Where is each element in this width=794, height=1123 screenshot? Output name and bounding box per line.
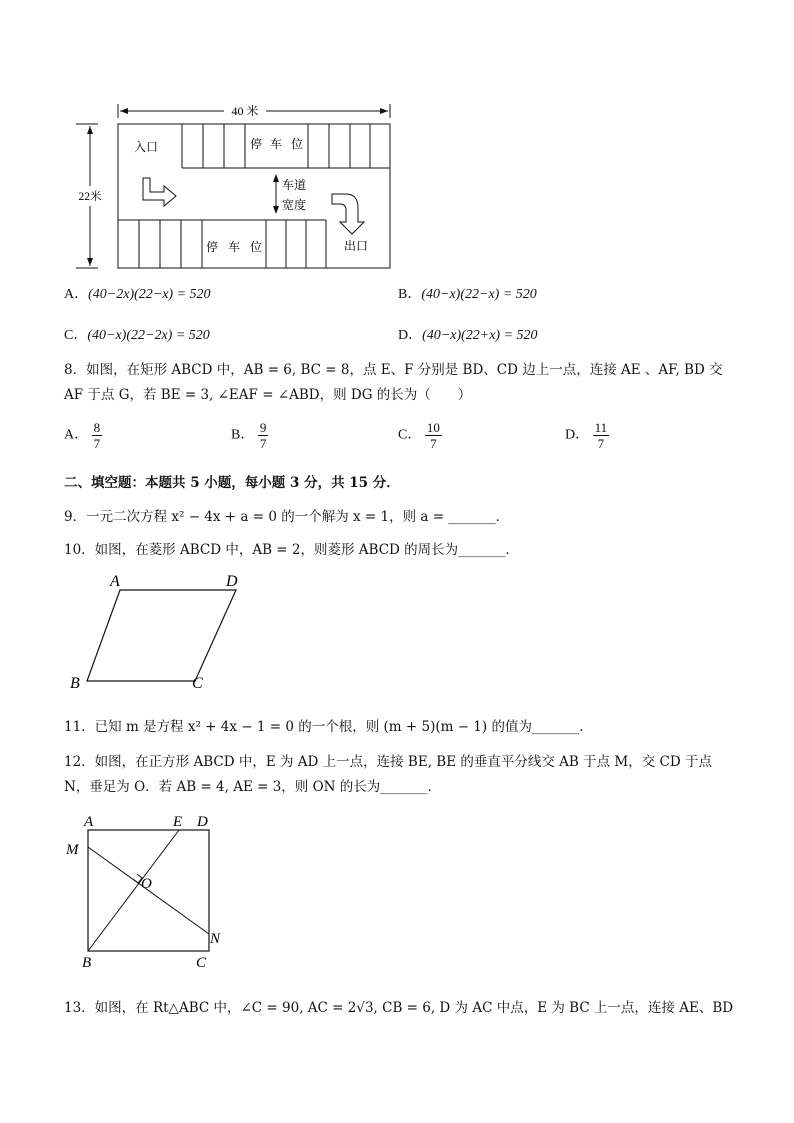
q7-option-d: D．(40−x)(22+x) = 520 bbox=[398, 328, 538, 343]
q8-text-line2: AF 于点 G，若 BE = 3, ∠EAF = ∠ABD，则 DG 的长为（ ） bbox=[64, 387, 472, 403]
road-label-1: 车道 bbox=[282, 178, 307, 192]
q8-text-line1: 8．如图，在矩形 ABCD 中，AB = 6, BC = 8，点 E、F 分别是 BD、CD 边上一点，连接 AE 、AF, BD 交 bbox=[64, 362, 723, 378]
exit-label: 出口 bbox=[344, 239, 369, 253]
q12-text-line1: 12．如图，在正方形 ABCD 中，E 为 AD 上一点，连接 BE, BE 的垂直平分线交 AB 于点 M，交 CD 于点 bbox=[64, 754, 712, 770]
spot-bottom-1: 停 bbox=[205, 240, 219, 254]
square-label-m: M bbox=[66, 842, 79, 858]
q8-option-b: B． $\frac{9}{7}$ bbox=[231, 420, 267, 451]
square-label-d: D bbox=[197, 814, 208, 830]
spot-top-2: 车 bbox=[269, 137, 283, 151]
q10-text: 10．如图，在菱形 ABCD 中，AB = 2，则菱形 ABCD 的周长为_______． bbox=[64, 542, 519, 558]
spot-bottom-3: 位 bbox=[249, 240, 263, 254]
square-label-e: E bbox=[173, 814, 183, 830]
q7-option-c: C．(40−x)(22−2x) = 520 bbox=[64, 328, 210, 343]
square-label-a: A bbox=[84, 814, 94, 830]
height-label: 22米 bbox=[78, 191, 102, 203]
square-figure bbox=[62, 810, 232, 970]
rhombus-label-b: B bbox=[70, 675, 80, 692]
q7-option-a: A．(40−2x)(22−x) = 520 bbox=[64, 287, 211, 302]
section2-title: 二、填空题：本题共 5 小题，每小题 3 分，共 15 分． bbox=[64, 475, 400, 491]
parking-lot-figure bbox=[70, 98, 410, 276]
exit-arrow-icon bbox=[332, 194, 364, 234]
q12-text-line2: N，垂足为 O．若 AB = 4, AE = 3，则 ON 的长为_______． bbox=[64, 779, 441, 795]
spot-top-3: 位 bbox=[290, 137, 304, 151]
square-label-o: O bbox=[141, 876, 152, 892]
spot-top-1: 停 bbox=[249, 137, 263, 151]
q8-option-c: C． $\frac{10}{7}$ bbox=[398, 420, 440, 451]
entrance-label: 入口 bbox=[134, 140, 159, 154]
road-label-2: 宽度 bbox=[282, 198, 307, 212]
entrance-arrow-icon bbox=[143, 178, 176, 206]
rhombus-label-d: D bbox=[226, 573, 238, 590]
rhombus-label-c: C bbox=[192, 675, 203, 692]
q13-text: 13．如图，在 Rt△ABC 中，∠C = 90, AC = 2√3, CB = 6, D 为 AC 中点，E 为 BC 上一点，连接 AE、BD bbox=[64, 1000, 734, 1016]
width-label: 40 米 bbox=[231, 104, 259, 118]
q9-text: 9．一元二次方程 x² − 4x + a = 0 的一个解为 x = 1，则 a = _______． bbox=[64, 509, 510, 525]
rhombus-label-a: A bbox=[110, 573, 120, 590]
rhombus-figure bbox=[64, 568, 254, 694]
square-label-c: C bbox=[196, 955, 207, 970]
q8-option-d: D． $\frac{11}{7}$ bbox=[565, 420, 608, 451]
square-label-b: B bbox=[82, 955, 92, 970]
q7-option-b: B．(40−x)(22−x) = 520 bbox=[398, 287, 537, 302]
spot-bottom-2: 车 bbox=[227, 240, 241, 254]
q11-text: 11．已知 m 是方程 x² + 4x − 1 = 0 的一个根，则 (m + 5)(m − 1) 的值为_______． bbox=[64, 719, 593, 735]
q8-option-a: A． $\frac{8}{7}$ bbox=[64, 420, 101, 451]
square-label-n: N bbox=[210, 931, 221, 947]
